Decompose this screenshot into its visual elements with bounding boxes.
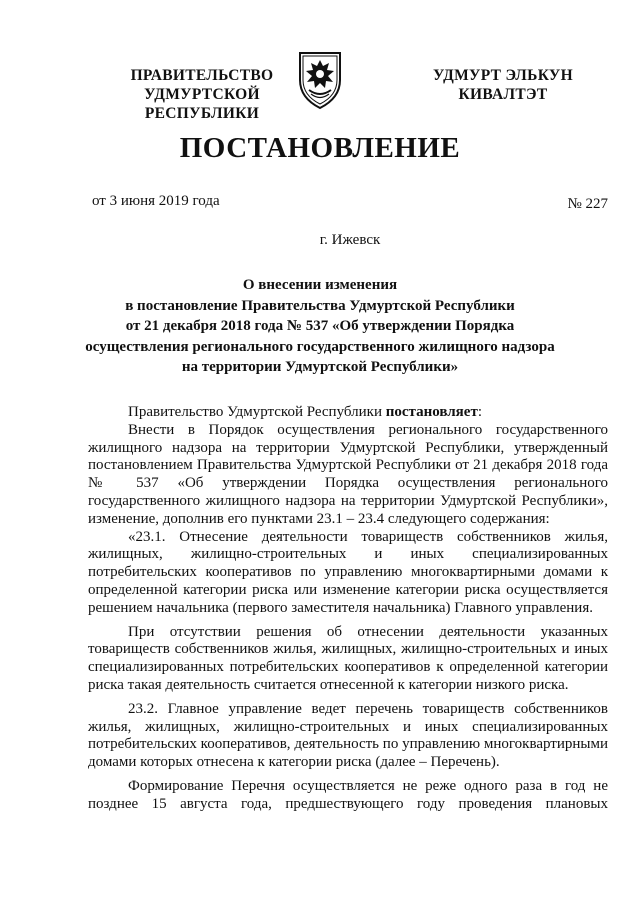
document-body [88,404,608,814]
document-title: ПОСТАНОВЛЕНИЕ [179,132,461,164]
heading-line: осуществления регионального государственного жилищного надзора [85,338,555,355]
header-left-line1: ПРАВИТЕЛЬСТВО [130,67,274,84]
header-right-line2: КИВАЛТЭТ [458,86,548,103]
header-left [92,66,312,123]
paragraph: При отсутствии решения об отнесении деятельности указанных товариществ собственников жилья, жилищных, жилищно-строительных и иных специализированных потребительских кооперативов к определенной категории риска такая деятельность считается отнесенной к категории низкого риска. [88,623,608,693]
header-left-line2: УДМУРТСКОЙ РЕСПУБЛИКИ [144,86,260,122]
intro-text: Правительство Удмуртской Республики [128,404,386,420]
intro-end: : [477,404,482,420]
intro-bold: постановляет [385,404,478,420]
paragraph: 23.2. Главное управление ведет перечень товариществ собственников жилья, жилищных, жилищно-строительных и иных специализированных потребительских кооперативов, деятельность по управлению многоквартирными домами которых отнесена к категории риска (далее – Перечень). [88,700,608,771]
paragraph: «23.1. Отнесение деятельности товариществ собственников жилья, жилищных, жилищно-строительных и иных специализированных потребительских кооперативов по управлению многоквартирными домами к определенной категории риска или изменение категории риска осуществляется решением начальника (первого заместителя начальника) Главного управления. [88,528,608,616]
heading-line: в постановление Правительства Удмуртской Республики [125,297,515,314]
document-date: от 3 июня 2019 года [92,193,220,209]
header-right-line1: УДМУРТ ЭЛЬКУН [433,67,573,84]
paragraph: Внести в Порядок осуществления регионального государственного жилищного надзора на территории Удмуртской Республики, утвержденный постановлением Правительства Удмуртской Республики от 21 декабря 2018 года № 537 «Об утверждении Порядка осуществления регионального государственного жилищного надзора на территории Удмуртской Республики», изменение, дополнив его пунктами 23.1 – 23.4 следующего содержания: [88,421,608,527]
paragraph-intro [88,404,608,422]
header-right [418,66,588,104]
document-number: № 227 [567,196,608,212]
heading-line: от 21 декабря 2018 года № 537 «Об утверждении Порядка [125,318,515,334]
document-heading [60,275,580,378]
heading-line: О внесении изменения [242,277,398,293]
paragraph: Формирование Перечня осуществляется не реже одного раза в год не позднее 15 августа года, предшествующего году проведения плановых [88,777,608,812]
document-city: г. Ижевск [319,232,381,248]
coat-of-arms-icon [297,50,343,110]
heading-line: на территории Удмуртской Республики» [181,359,459,375]
